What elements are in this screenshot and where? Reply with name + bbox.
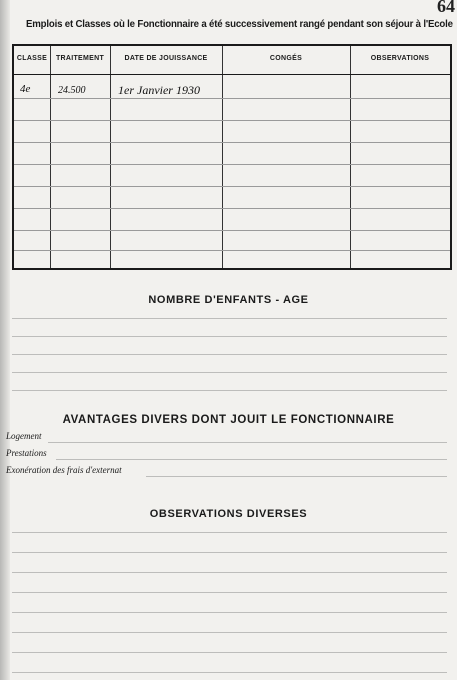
cell-classe: 4e <box>20 83 31 95</box>
table-row-line <box>14 230 450 231</box>
page-title: Emplois et Classes où le Fonctionnaire a été successivement rangé pendant son séjour à l'Ecole <box>26 18 453 30</box>
cell-traitement: 24.500 <box>58 85 86 96</box>
table-row-line <box>14 164 450 165</box>
table-row-line <box>14 250 450 251</box>
avantages-title: AVANTAGES DIVERS DONT JOUIT LE FONCTIONNAIRE <box>62 414 395 426</box>
table-row-line <box>14 142 450 143</box>
column-header-date: DATE DE JOUISSANCE <box>124 55 208 62</box>
ruled-line <box>12 592 447 593</box>
observations-title: OBSERVATIONS DIVERSES <box>149 508 308 520</box>
ruled-line <box>12 372 447 373</box>
ruled-line <box>12 672 447 673</box>
ruled-line <box>12 552 447 553</box>
column-divider <box>350 46 351 268</box>
ruled-line <box>12 652 447 653</box>
ruled-line <box>12 318 447 319</box>
column-header-traitement: TRAITEMENT <box>55 55 105 62</box>
logement-line <box>48 442 447 443</box>
table-row-line <box>14 186 450 187</box>
ruled-line <box>12 336 447 337</box>
column-header-classe: CLASSE <box>16 55 48 62</box>
column-divider <box>222 46 223 268</box>
exoneration-line <box>146 476 447 477</box>
ruled-line <box>12 354 447 355</box>
prestations-label: Prestations <box>6 448 47 458</box>
exoneration-label: Exonération des frais d'externat <box>6 465 122 475</box>
emplois-table <box>12 44 452 270</box>
ruled-line <box>12 632 447 633</box>
logement-label: Logement <box>6 431 42 441</box>
ruled-line <box>12 572 447 573</box>
enfants-title: NOMBRE D'ENFANTS - AGE <box>148 294 309 306</box>
table-row-line <box>14 208 450 209</box>
ruled-line <box>12 390 447 391</box>
header-rule <box>14 74 450 75</box>
column-divider <box>50 46 51 268</box>
ruled-line <box>12 612 447 613</box>
table-row-line <box>14 98 450 99</box>
table-row-line <box>14 120 450 121</box>
column-header-conges: CONGÉS <box>269 55 303 62</box>
column-header-observations: OBSERVATIONS <box>370 55 430 62</box>
cell-date-jouissance: 1er Janvier 1930 <box>118 83 200 97</box>
page-number: 64 <box>437 0 455 16</box>
ruled-line <box>12 532 447 533</box>
column-divider <box>110 46 111 268</box>
prestations-line <box>56 459 447 460</box>
page-edge-shadow <box>0 0 10 680</box>
